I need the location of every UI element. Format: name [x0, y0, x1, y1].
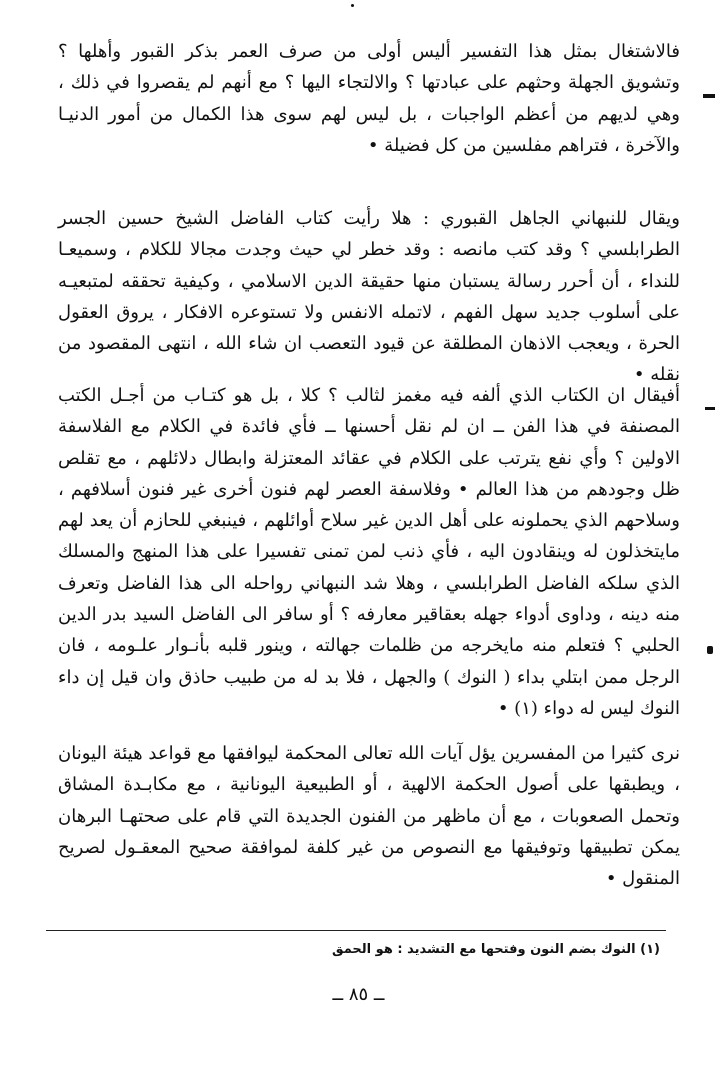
paragraph-2: ويقال للنبهاني الجاهل القبوري : هلا رأيت كتاب الفاضل الشيخ حسين الجسر الطرابلسي ؟ وقد كتب مانصه : وقد خطر لي حيث وجدت مجالا للكلام ، وسميعـا للنداء ، أن أحرر رسالة يستبان منها حقيقة الدين الاسلامي ، وكيفية تحققه لمتبعيـه على أسلوب جديد سهل الفهم ، لاتمله الانفس ولا تستوعره الافكار ، يروق العقول الحرة ، ويعجب الاذهان المطلقة عن قيود التعصب ان شاء الله ، انتهى المقصود من نقله • [58, 208, 680, 386]
paragraph-4: نرى كثيرا من المفسرين يؤل آيات الله تعالى المحكمة ليوافقها مع قواعد هيئة اليونان ، ويطبقها على أصول الحكمة الالهية ، أو الطبيعية اليونانية ، مع مكابـدة المشاق وتحمل الصعوبات ، مع أن ماظهر من الفنون الجديدة التي قام على صحتهـا البرهان يمكن تطبيقها وتوفيقها مع النصوص من غير كلفة لموافقة صحيح المعقـول لصريح المنقول • [58, 743, 680, 890]
footnote: (١) النوك بضم النون وفتحها مع التشديد : هو الحمق [332, 942, 660, 957]
paragraph-1: فالاشتغال بمثل هذا التفسير أليس أولى من صرف العمر بذكر القبور وأهلها ؟ وتشويق الجهلة وحثهم على عبادتها ؟ والالتجاء اليها ؟ مع أنهم لم يقصروا في ذلك ، وهي لديهم من أعظم الواجبات ، بل ليس لهم سوى هذا الكمال من أمور الدنيـا والآخرة ، فتراهم مفلسين من كل فضيلة • [58, 41, 680, 156]
page-number: ــ ٨٥ ــ [332, 984, 385, 1005]
margin-mark [707, 646, 713, 654]
margin-mark [705, 407, 715, 410]
ink-dot-top [351, 4, 354, 7]
paragraph-3: أفيقال ان الكتاب الذي ألفه فيه مغمز لثالب ؟ كلا ، بل هو كتـاب من أجـل الكتب المصنفة في هذا الفن ــ ان لم نقل أحسنها ــ فأي فائدة في الكلام مع الفلاسفة الاولين ؟ وأي نفع يترتب على الكلام في عقائد المعتزلة وابطال دلائلهم ، مع تقلص ظل وجودهم من هذا العالم • وفلاسفة العصر لهم فنون أخرى غير فنون أسلافهم ، وسلاحهم الذي يحملونه على أهل الدين غير سلاح أوائلهم ، فينبغي للحازم أن يعد لهم مايتخذلون له وينقادون اليه ، فأي ذنب لمن تمنى تفسيرا على هذا المنهج والمسلك الذي سلكه الفاضل الطرابلسي ، وهلا شد النبهاني رواحله الى هذا الفاضل وتعرف منه دينه ، وداوى أدواء جهله بعقاقير معارفه ؟ أو سافر الى الفاضل السيد بدر الدين الحلبي ؟ فتعلم منه مايخرجه من ظلمات جهالته ، وينور قلبه بأنـوار علـومه ، فان الرجل ممن ابتلي بداء ( النوك ) والجهل ، فلا بد له من طبيب حاذق وان قيل إن داء النوك ليس له دواء (١) • [58, 385, 680, 719]
margin-mark [703, 94, 715, 98]
footnote-divider [46, 930, 666, 931]
